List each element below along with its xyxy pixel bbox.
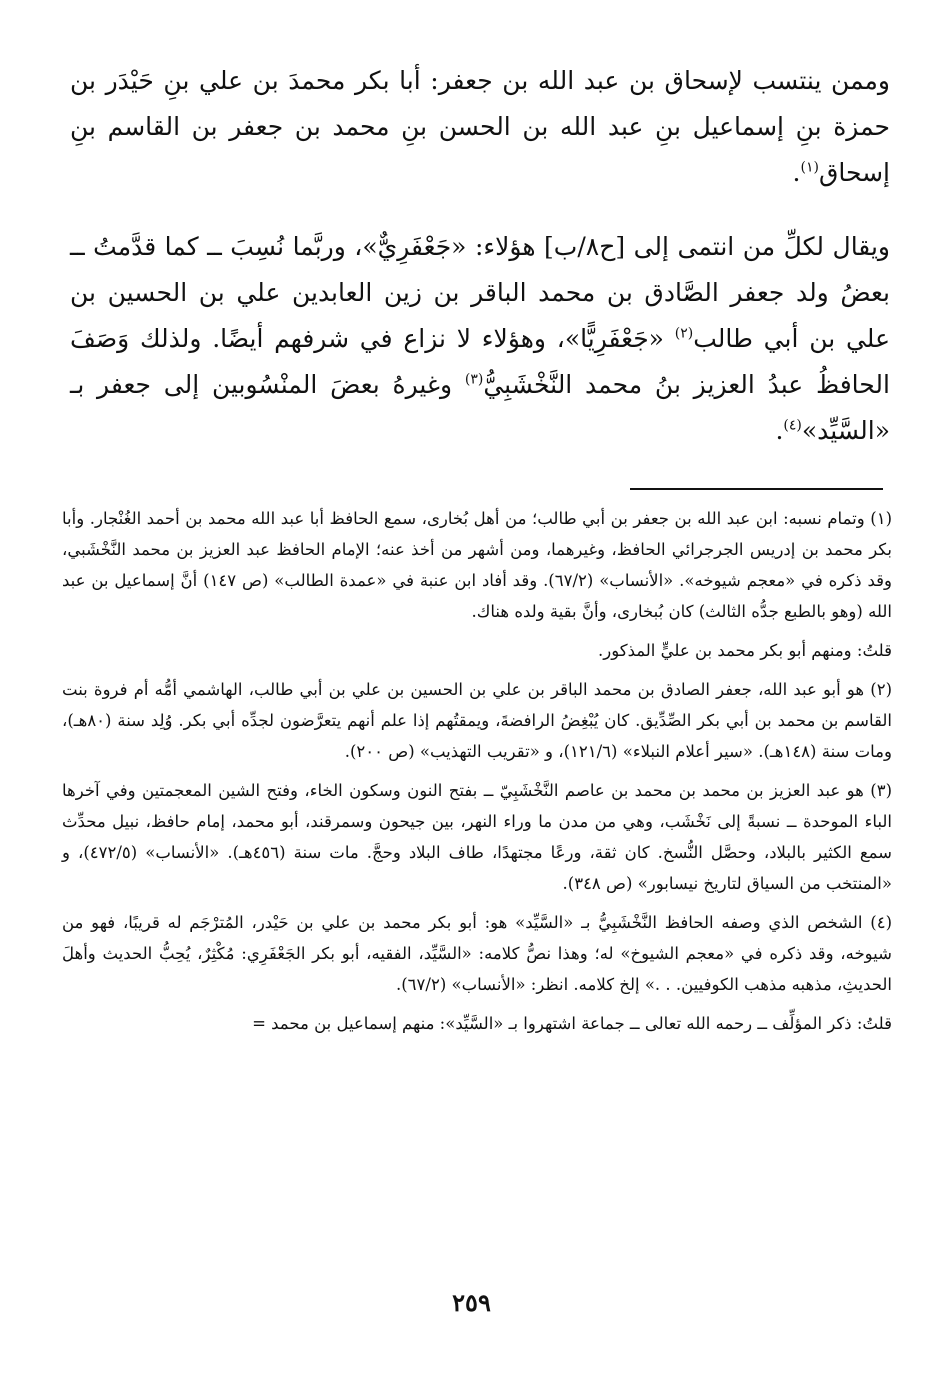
main-paragraph-1: [70, 58, 890, 196]
footnote-ref-3: (٣): [464, 371, 484, 388]
footnote-ref-1: (١): [800, 159, 819, 176]
footnote-4-comment: قلتُ: ذكر المؤلِّف ــ رحمه الله تعالى ــ جماعة اشتهروا بـ «السَّيِّد»: منهم إسماعيل بن محمد =: [252, 1014, 892, 1033]
paragraph-1-end: .: [792, 158, 801, 187]
footnote-separator: [630, 488, 883, 490]
paragraph-2-end: .: [775, 416, 784, 445]
footnote-2: (٢) هو أبو عبد الله، جعفر الصادق بن محمد الباقر بن علي بن الحسين بن علي بن أبي طالب، الهاشمي أمُّه أم فروة بنت القاسم بن محمد بن أبي بكر الصِّدِّيق. كان يُبْغِضُ الرافضةَ، ويمقتُهم إذا علم أنهم يتعرَّضون لجدِّه أبي بكر. وُلِد سنة (٨٠هـ)، ومات سنة (١٤٨هـ). «سير أعلام النبلاء» (١٢١/٦)، و «تقريب التهذيب» (ص ٢٠٠).: [62, 680, 892, 761]
main-paragraph-2: [70, 224, 890, 454]
footnote-4: (٤) الشخص الذي وصفه الحافظ النَّخْشَبِيُّ بـ «السَّيِّد» هو: أبو بكر محمد بن علي بن حَيْدر، المُترْجَم له قريبًا، فهو من شيوخه، وقد ذكره في «معجم الشيوخ» له؛ وهذا نصُّ كلامه: «السَّيِّد، الفقيه، أبو بكر الجَعْفَرِي: مُكْثِرٌ، يُحِبُّ الحديث وأهلَ الحديثِ، مذهبه مذهب الكوفيين. . .» إلخ كلامه. انظر: «الأنساب» (٦٧/٢).: [62, 913, 892, 994]
paragraph-2-text-b: «جَعْفَرِيًّا»، وهؤلاء لا نزاع في شرفهم أيضًا. ولذلك وَصَفَ الحافظُ عبدُ العزيز بنُ محمد النَّخْشَبِيُّ: [70, 324, 890, 399]
footnote-1: (١) وتمام نسبه: ابن عبد الله بن جعفر بن أبي طالب؛ من أهل بُخارى، سمع الحافظ أبا عبد الله محمد بن أحمد الغُنْجار. وأبا بكر محمد بن إدريس الجرجرائي الحافظ، وغيرهما، ومن أشهر من أخذ عنه؛ الإمام الحافظ عبد العزيز بن محمد النَّخْشَبي، وقد ذكره في «معجم شيوخه». «الأنساب» (٦٧/٢). وقد أفاد ابن عنبة في «عمدة الطالب» (ص ١٤٧) أنَّ إسماعيل بن عبد الله (وهو بالطبع جدُّه الثالث) كان بُبخارى، وأنَّ بقية ولده هناك.: [62, 509, 892, 621]
footnote-ref-4: (٤): [783, 417, 802, 434]
footnote-3: (٣) هو عبد العزيز بن محمد بن محمد بن عاصم النَّخْشَبِيّ ــ بفتح النون وسكون الخاء، وفتح الشين المعجمتين وفي آخرها الباء الموحدة ــ نسبةً إلى نَخْشَب، وهي من مدن ما وراء النهر، بين جيحون وسمرقند، أبو محمد، إمام حافظ، نبيل محدِّث سمع الكثير بالبلاد، وحصَّل النُّسخ. كان ثقة، ورعًا مجتهدًا، طاف البلاد وحجَّ. مات سنة (٤٥٦هـ). «الأنساب» (٤٧٢/٥)، و «المنتخب من السياق لتاريخ نيسابور» (ص ٣٤٨).: [62, 781, 893, 893]
footnote-1-comment: قلتُ: ومنهم أبو بكر محمد بن عليٍّ المذكور.: [597, 641, 892, 660]
paragraph-1-text: وممن ينتسب لإسحاق بن عبد الله بن جعفر: أبا بكر محمدَ بن علي بنِ حَيْدَر بن حمزة بنِ إسماعيل بنِ عبد الله بن الحسن بنِ محمد بن جعفر بن القاسم بنِ إسحاق: [70, 66, 890, 187]
footnotes-block: [62, 503, 892, 1047]
main-text-block: [70, 58, 890, 454]
paragraph-2-text-c: وغيرهُ بعضَ المنْسُوبين إلى جعفر بـ «السَّيِّد»: [70, 370, 890, 445]
page-number: ٢٥٩: [452, 1288, 491, 1317]
footnote-ref-2: (٢): [674, 325, 694, 342]
paragraph-2-text-a: ويقال لكلِّ من انتمى إلى [ح٨/ب] هؤلاء: «جَعْفَرِيٌّ»، وربَّما نُسِبَ ــ كما قدَّمتُ ــ بعضُ ولد جعفر الصَّادق بن محمد الباقر بن زين العابدين علي بن الحسين بن علي بن أبي طالب: [70, 232, 890, 353]
